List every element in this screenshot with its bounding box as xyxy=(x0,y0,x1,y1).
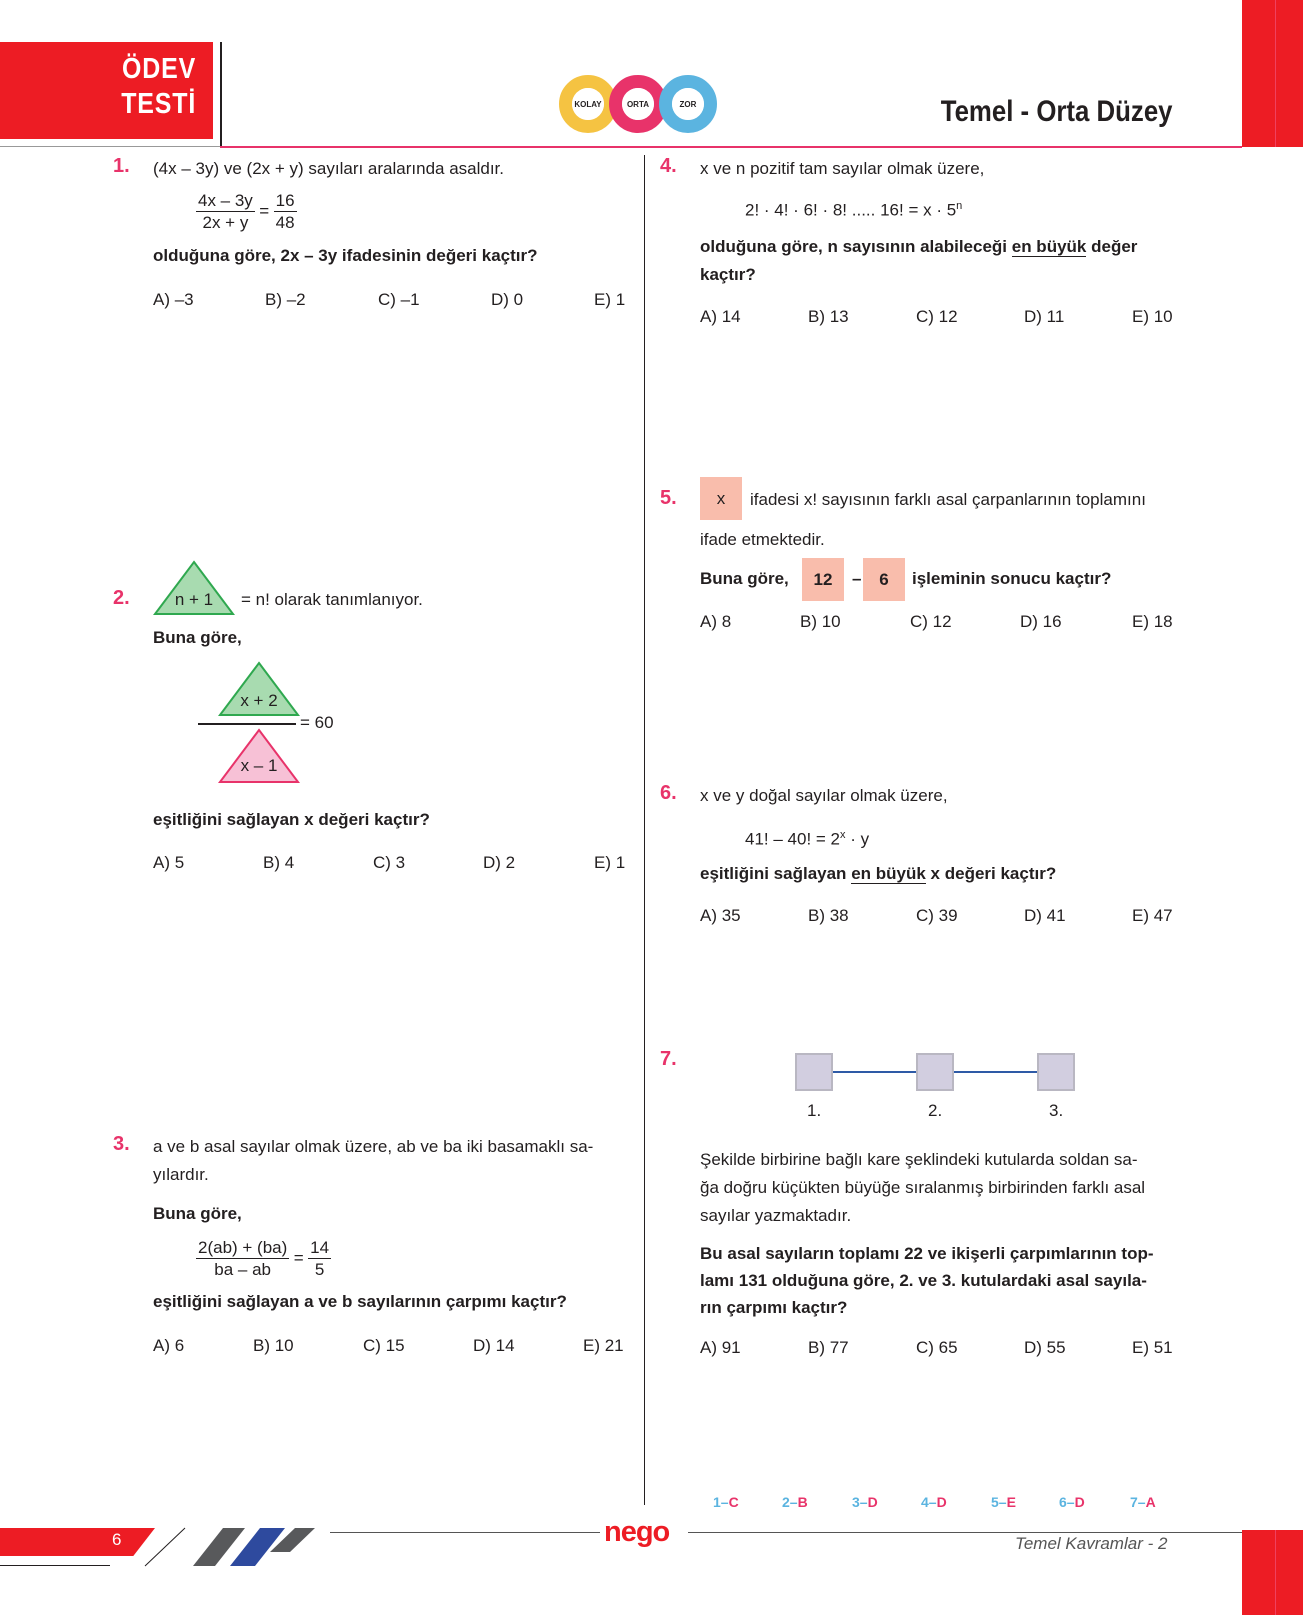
option-d[interactable]: D) 41 xyxy=(1024,906,1066,925)
option-c[interactable]: C) 39 xyxy=(916,906,958,925)
question-prompt: eşitliğini sağlayan a ve b sayılarının çarpımı kaçtır? xyxy=(153,1292,567,1311)
question-stem-line1: ifadesi x! sayısının farklı asal çarpanlarının toplamını xyxy=(750,490,1146,509)
triangle-bottom-label: x – 1 xyxy=(240,756,278,775)
option-e[interactable]: E) 10 xyxy=(1132,307,1173,326)
option-e[interactable]: E) 47 xyxy=(1132,906,1173,925)
answer-key-item xyxy=(782,1494,808,1510)
question-number: 6. xyxy=(660,782,677,804)
question-number: 2. xyxy=(113,587,130,609)
fraction-bar xyxy=(198,723,296,725)
header-divider xyxy=(220,42,222,147)
definition-text: = n! olarak tanımlanıyor. xyxy=(241,590,423,609)
operator-box-6: 6 xyxy=(863,558,905,601)
option-a[interactable]: A) 5 xyxy=(153,853,185,872)
question-number: 7. xyxy=(660,1048,677,1070)
question-prompt-line2: lamı 131 olduğuna göre, 2. ve 3. kutulardaki asal sayıla- xyxy=(700,1271,1147,1290)
prompt-emphasis: en büyük xyxy=(851,864,926,883)
option-e[interactable]: E) 18 xyxy=(1132,612,1173,631)
fraction-left xyxy=(196,190,255,233)
option-e[interactable]: E) 1 xyxy=(594,853,626,872)
option-c[interactable]: C) 3 xyxy=(373,853,406,872)
equals-sign: = xyxy=(259,201,270,221)
option-a[interactable]: A) 14 xyxy=(700,307,741,326)
level-kolay-label: KOLAY xyxy=(572,88,604,120)
equation xyxy=(745,192,962,225)
option-d[interactable]: D) 2 xyxy=(483,853,516,872)
prompt-post: x değeri kaçtır? xyxy=(930,864,1057,883)
equation xyxy=(745,821,869,854)
prompt-post: değer xyxy=(1091,237,1138,256)
prompt-pre: eşitliğini sağlayan xyxy=(700,864,847,883)
option-b[interactable]: B) –2 xyxy=(265,290,306,309)
lead-text: Buna göre, xyxy=(153,1204,242,1223)
operator-box-x: x xyxy=(700,477,742,520)
column-divider xyxy=(644,155,645,1505)
key-letter: C xyxy=(728,1494,739,1510)
option-d[interactable]: D) 11 xyxy=(1024,307,1065,326)
equation xyxy=(196,190,297,233)
answer-key-item xyxy=(921,1494,947,1510)
box-label-1: 1. xyxy=(807,1101,822,1120)
lead-text: Buna göre, xyxy=(700,569,789,588)
level-orta-label: ORTA xyxy=(622,88,654,120)
box-3 xyxy=(1037,1053,1075,1091)
question-prompt-line1: Bu asal sayıların toplamı 22 ve ikişerli çarpımlarının top- xyxy=(700,1244,1154,1263)
box-label-2: 2. xyxy=(928,1101,943,1120)
test-title-line2: TESTİ xyxy=(121,88,196,120)
answer-key-item xyxy=(713,1494,739,1510)
key-letter: A xyxy=(1145,1494,1156,1510)
test-title xyxy=(121,52,196,122)
prime-boxes-diagram xyxy=(795,1053,1080,1123)
question-number: 1. xyxy=(113,155,130,177)
header-rule xyxy=(220,146,1242,148)
key-letter: D xyxy=(1074,1494,1085,1510)
footer-rule-right xyxy=(688,1532,1242,1533)
question-stem: (4x – 3y) ve (2x + y) sayıları aralarında asaldır. xyxy=(153,159,505,178)
key-number: 6– xyxy=(1059,1494,1075,1510)
question-prompt-line3: rın çarpımı kaçtır? xyxy=(700,1298,848,1317)
option-c[interactable]: C) 12 xyxy=(910,612,952,631)
question-stem-line1: a ve b asal sayılar olmak üzere, ab ve ba iki basamaklı sa- xyxy=(153,1137,594,1156)
numerator: 2(ab) + (ba) xyxy=(198,1238,288,1257)
answer-key xyxy=(713,1494,1193,1514)
fraction-right xyxy=(308,1237,331,1280)
box-label-3: 3. xyxy=(1049,1101,1064,1120)
answer-key-item xyxy=(1130,1494,1156,1510)
question-number: 5. xyxy=(660,487,677,509)
footer-rule-left xyxy=(330,1532,600,1533)
key-letter: E xyxy=(1006,1494,1016,1510)
question-prompt: işleminin sonucu kaçtır? xyxy=(912,569,1112,588)
edge-bar-top xyxy=(1242,0,1303,147)
denominator: 2x + y xyxy=(202,213,249,232)
triangle-label: n + 1 xyxy=(174,590,214,609)
denominator: ba – ab xyxy=(214,1260,272,1279)
fraction-right xyxy=(274,190,297,233)
publisher-logo-text: nego xyxy=(604,1516,670,1548)
option-c[interactable]: C) –1 xyxy=(378,290,420,309)
question-stem-line1: Şekilde birbirine bağlı kare şeklindeki kutularda soldan sa- xyxy=(700,1150,1138,1169)
denominator: 5 xyxy=(314,1260,325,1279)
option-b[interactable]: B) 38 xyxy=(808,906,849,925)
numerator: 14 xyxy=(310,1238,330,1257)
question-stem-line2: ğa doğru küçükten büyüğe sıralanmış birbirinden farklı asal xyxy=(700,1178,1146,1197)
option-a[interactable]: A) 8 xyxy=(700,612,732,631)
equation xyxy=(196,1237,331,1280)
equation-base: 41! – 40! = 2 xyxy=(745,829,840,849)
header-rule-left xyxy=(0,146,220,147)
option-c[interactable]: C) 15 xyxy=(363,1336,405,1355)
option-c[interactable]: C) 12 xyxy=(916,307,958,326)
box-connector xyxy=(954,1071,1037,1073)
key-number: 5– xyxy=(991,1494,1007,1510)
key-number: 7– xyxy=(1130,1494,1146,1510)
option-d[interactable]: D) 14 xyxy=(473,1336,515,1355)
option-b[interactable]: B) 4 xyxy=(263,853,295,872)
question-stem-line3: sayılar yazmaktadır. xyxy=(700,1206,852,1225)
numerator: 4x – 3y xyxy=(198,191,253,210)
prompt-emphasis: en büyük xyxy=(1011,237,1087,256)
lead-text: Buna göre, xyxy=(153,628,242,647)
key-letter: D xyxy=(867,1494,878,1510)
equation-exponent: n xyxy=(956,200,963,212)
option-a[interactable]: A) 6 xyxy=(153,1336,185,1355)
footer-underline xyxy=(0,1565,110,1566)
question-prompt-line2: kaçtır? xyxy=(700,265,756,284)
equation-base: 2! · 4! · 6! · 8! ..... 16! = x · 5 xyxy=(745,200,957,220)
question-stem-line2: yılardır. xyxy=(153,1165,209,1184)
question-number: 4. xyxy=(660,155,677,177)
equation-result: = 60 xyxy=(300,713,334,732)
level-zor-label: ZOR xyxy=(672,88,704,120)
option-d[interactable]: D) 0 xyxy=(491,290,524,309)
prompt-pre: olduğuna göre, n sayısının alabileceği xyxy=(700,237,1008,256)
option-e[interactable]: E) 51 xyxy=(1132,1338,1173,1357)
key-letter: B xyxy=(797,1494,808,1510)
triangle-definition xyxy=(153,560,235,616)
publisher-logo xyxy=(604,1514,684,1554)
question-stem-line2: ifade etmektedir. xyxy=(700,530,825,549)
numerator: 16 xyxy=(275,191,295,210)
key-number: 4– xyxy=(921,1494,937,1510)
box-connector xyxy=(833,1071,916,1073)
question-number: 3. xyxy=(113,1133,130,1155)
key-letter: D xyxy=(936,1494,947,1510)
difficulty-logo xyxy=(559,73,729,135)
answer-key-item xyxy=(1059,1494,1085,1510)
box-2 xyxy=(916,1053,954,1091)
question-prompt xyxy=(700,860,1056,888)
option-b[interactable]: B) 77 xyxy=(808,1338,849,1357)
option-e[interactable]: E) 1 xyxy=(594,290,626,309)
fraction-left xyxy=(196,1237,289,1280)
option-c[interactable]: C) 65 xyxy=(916,1338,958,1357)
key-number: 2– xyxy=(782,1494,798,1510)
equals-sign: = xyxy=(293,1248,304,1268)
option-a[interactable]: A) –3 xyxy=(153,290,194,309)
page-number: 6 xyxy=(112,1530,122,1549)
question-stem: x ve y doğal sayılar olmak üzere, xyxy=(700,786,948,805)
minus-sign: – xyxy=(852,569,862,588)
option-a[interactable]: A) 91 xyxy=(700,1338,741,1357)
level-subtitle: Temel - Orta Düzey xyxy=(941,95,1173,128)
edge-bar-line xyxy=(1275,1530,1276,1615)
box-1 xyxy=(795,1053,833,1091)
denominator: 48 xyxy=(275,213,295,232)
equation-exponent: x xyxy=(840,829,846,841)
option-a[interactable]: A) 35 xyxy=(700,906,741,925)
option-b[interactable]: B) 10 xyxy=(253,1336,294,1355)
book-title: Temel Kavramlar - 2 xyxy=(1015,1534,1168,1553)
operator-box-12: 12 xyxy=(802,558,844,601)
test-title-line1: ÖDEV xyxy=(121,53,196,85)
question-prompt-line1 xyxy=(700,233,1137,261)
question-prompt: olduğuna göre, 2x – 3y ifadesinin değeri kaçtır? xyxy=(153,246,538,265)
footer-stripes-icon xyxy=(105,1526,325,1568)
option-d[interactable]: D) 16 xyxy=(1020,612,1062,631)
equation-tail: · y xyxy=(845,829,870,849)
triangle-top-label: x + 2 xyxy=(240,691,278,710)
answer-key-item xyxy=(852,1494,878,1510)
level-zor-icon xyxy=(659,75,717,133)
key-number: 1– xyxy=(713,1494,729,1510)
triangle-equation xyxy=(198,661,418,786)
option-e[interactable]: E) 21 xyxy=(583,1336,624,1355)
option-d[interactable]: D) 55 xyxy=(1024,1338,1066,1357)
key-number: 3– xyxy=(852,1494,868,1510)
option-b[interactable]: B) 13 xyxy=(808,307,849,326)
edge-bar-bottom xyxy=(1242,1530,1303,1615)
edge-bar-line xyxy=(1275,0,1276,147)
answer-key-item xyxy=(991,1494,1016,1510)
option-b[interactable]: B) 10 xyxy=(800,612,841,631)
question-prompt: eşitliğini sağlayan x değeri kaçtır? xyxy=(153,810,430,829)
question-stem: x ve n pozitif tam sayılar olmak üzere, xyxy=(700,159,985,178)
